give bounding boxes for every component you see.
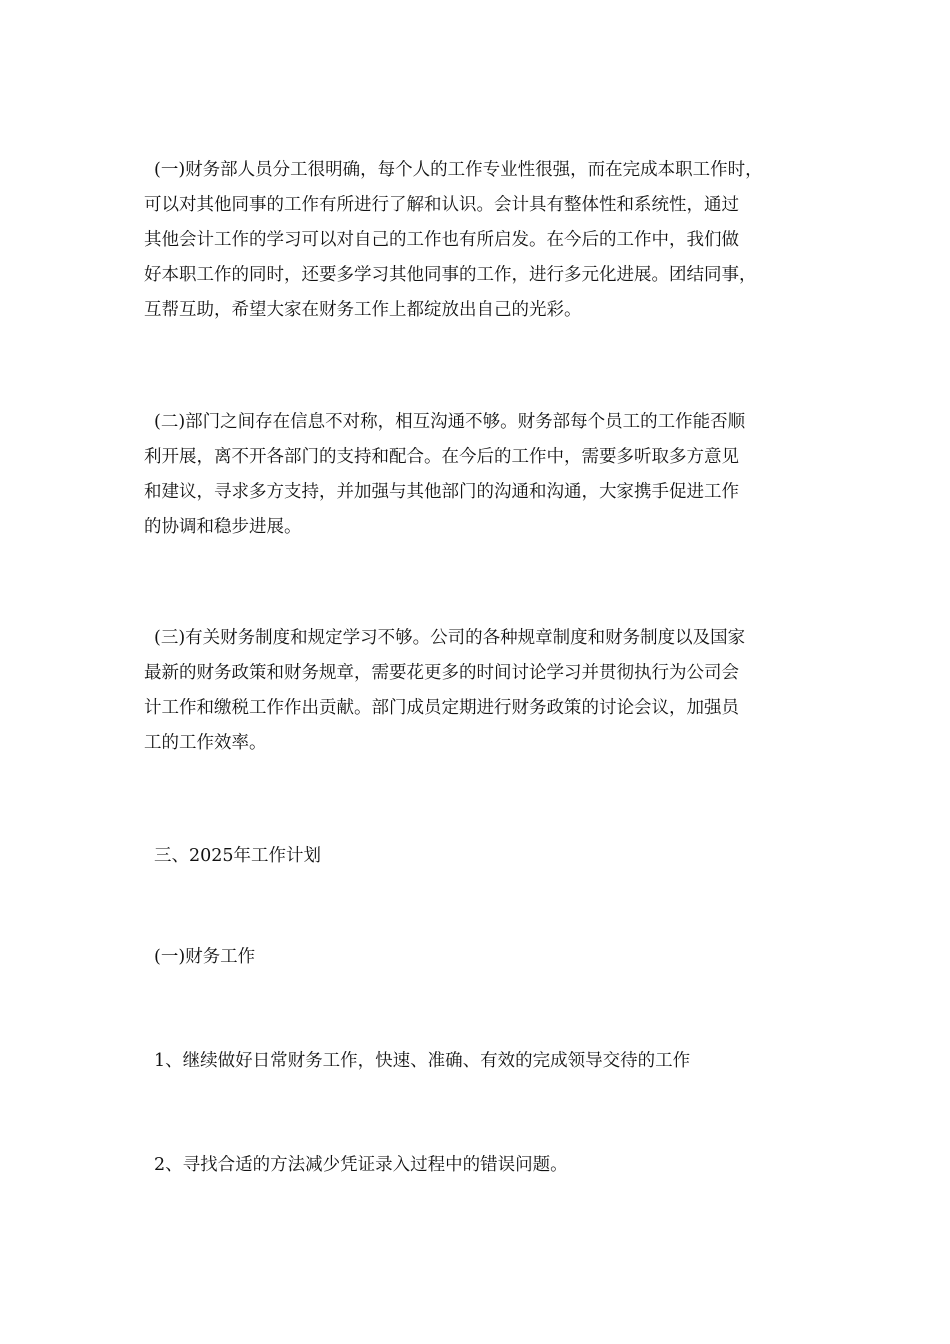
paragraph-line: 的协调和稳步进展。 [144,517,302,537]
paragraph-line: (三)有关财务制度和规定学习不够。公司的各种规章制度和财务制度以及国家 [154,628,746,648]
list-item: 1、继续做好日常财务工作，快速、准确、有效的完成领导交待的工作 [154,1051,691,1071]
paragraph-line: 工的工作效率。 [144,733,267,753]
paragraph-line: 其他会计工作的学习可以对自己的工作也有所启发。在今后的工作中，我们做 [144,230,739,250]
list-item: 2、寻找合适的方法减少凭证录入过程中的错误问题。 [154,1155,568,1175]
subsection-heading: (一)财务工作 [154,947,256,967]
paragraph-line: 计工作和缴税工作作出贡献。部门成员定期进行财务政策的讨论会议，加强员 [144,698,739,718]
paragraph-line: 可以对其他同事的工作有所进行了解和认识。会计具有整体性和系统性，通过 [144,195,739,215]
section-heading: 三、2025年工作计划 [154,846,322,866]
paragraph-line: (二)部门之间存在信息不对称，相互沟通不够。财务部每个员工的工作能否顺 [154,412,746,432]
paragraph-line: 最新的财务政策和财务规章，需要花更多的时间讨论学习并贯彻执行为公司会 [144,663,739,683]
paragraph-1 [140,153,820,328]
paragraph-2 [140,405,820,545]
paragraph-line: 好本职工作的同时，还要多学习其他同事的工作，进行多元化进展。团结同事， [144,265,757,285]
paragraph-3 [140,621,820,761]
paragraph-line: 和建议，寻求多方支持，并加强与其他部门的沟通和沟通，大家携手促进工作 [144,482,739,502]
paragraph-line: (一)财务部人员分工很明确，每个人的工作专业性很强，而在完成本职工作时， [154,160,763,180]
paragraph-line: 互帮互助，希望大家在财务工作上都绽放出自己的光彩。 [144,300,582,320]
paragraph-line: 利开展，离不开各部门的支持和配合。在今后的工作中，需要多听取多方意见 [144,447,739,467]
